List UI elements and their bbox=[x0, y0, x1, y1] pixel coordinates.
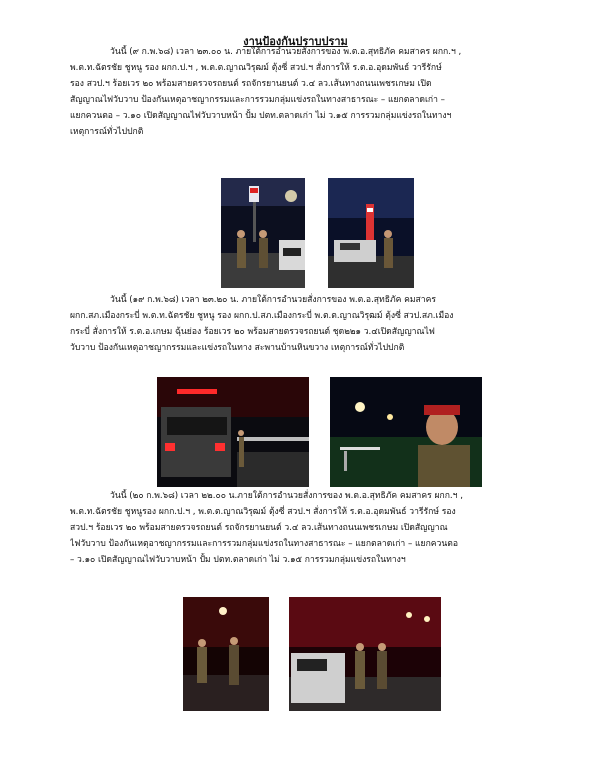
entry-line: ผกก.สภ.เมืองกระบี่ พ.ต.ท.ฉัตรชัย ชูหนู รอง ผกก.ป.สภ.เมืองกระบี่ พ.ต.ต.ญาณวิรุฒม์ ตุ้งซี่ สวป.สภ.เมือง bbox=[70, 311, 454, 321]
patrol-photo-checkpoint bbox=[289, 597, 441, 711]
entry-line: สัญญาณไฟวับวาบ ป้องกันเหตุอาชญากรรมและการรวมกลุ่มแข่งรถในทางสาธารณะ – แยกตลาดเก่า – bbox=[70, 95, 445, 105]
patrol-photo-selfie bbox=[330, 377, 482, 487]
report-entry-2 bbox=[70, 292, 548, 356]
page-title: งานป้องกันปราบปราม bbox=[243, 35, 348, 48]
patrol-photo-bridge-vehicle bbox=[157, 377, 309, 487]
patrol-photo-roadside bbox=[328, 178, 414, 288]
patrol-photo-gas-station bbox=[221, 178, 305, 288]
entry-line: – ว.๑๐ เปิดสัญญาณไฟวับวาบหน้า ปั้ม ปตท.ตลาดเก่า ไม่ ว.๑๕ การรวมกลุ่มแข่งรถในทางฯ bbox=[70, 555, 406, 565]
entry-line: สวป.ฯ ร้อยเวร ๒๐ พร้อมสายตรวจรถยนต์ รถจักรยานยนต์ ว.๔ ลว.เส้นทางถนนเพชรเกษม เปิดสัญญาณ bbox=[70, 523, 448, 533]
report-entry-3 bbox=[70, 488, 548, 568]
entry-line: แยกควนตอ – ว.๑๐ เปิดสัญญาณไฟวับวาบหน้า ปั้ม ปตท.ตลาดเก่า ไม่ ว.๑๕ การรวมกลุ่มแข่งรถในทางฯ bbox=[70, 111, 452, 121]
entry-line: พ.ต.ท.ฉัตรชัย ชูหนูรอง ผกก.ป.ฯ , พ.ต.ต.ญาณวิรุฒม์ ตุ้งซี่ สวป.ฯ สั่งการให้ ร.ต.อ.อุดมพันธ์ วารีรักษ์ รอง bbox=[70, 507, 456, 517]
entry-line: ไฟวับวาบ ป้องกันเหตุอาชญากรรมและการรวมกลุ่มแข่งรถในทางสาธารณะ – แยกตลาดเก่า – แยกควนตอ bbox=[70, 539, 458, 549]
report-entry-1 bbox=[70, 44, 548, 140]
entry-line: กระบี่ สั่งการให้ ร.ต.อ.เกษม ฉุ้นย่อง ร้อยเวร ๒๐ พร้อมสายตรวจรถยนต์ ชุด๒๒๑ ว.๔เปิดสัญญาณไฟ bbox=[70, 327, 435, 337]
entry-line: เหตุการณ์ทั่วไปปกติ bbox=[70, 127, 144, 137]
entry-line: วับวาบ ป้องกันเหตุอาชญากรรมและแข่งรถในทาง สะพานบ้านหินขวาง เหตุการณ์ทั่วไปปกติ bbox=[70, 343, 405, 353]
patrol-photo-road-officers bbox=[183, 597, 269, 711]
entry-line: วันนี้ (๙ ก.พ.๖๘) เวลา ๒๓.๐๐ น. ภายใต้การอำนวยสั่งการของ พ.ต.อ.สุทธิภัค คมสาคร ผกก.ฯ , bbox=[110, 47, 462, 57]
entry-line: รอง สวป.ฯ ร้อยเวร ๒๐ พร้อมสายตรวจรถยนต์ รถจักรยานยนต์ ว.๔ ลว.เส้นทางถนนเพชรเกษม เปิด bbox=[70, 79, 432, 89]
entry-line: วันนี้ (๒๐ ก.พ.๖๘) เวลา ๒๒.๐๐ น.ภายใต้การอำนวยสั่งการของ พ.ต.อ.สุทธิภัค คมสาคร ผกก.ฯ , bbox=[110, 491, 463, 501]
entry-line: วันนี้ (๑๙ ก.พ.๖๘) เวลา ๒๓.๒๐ น. ภายใต้การอำนวยสั่งการของ พ.ต.อ.สุทธิภัค คมสาคร bbox=[110, 295, 436, 305]
entry-line: พ.ต.ท.ฉัตรชัย ชูหนู รอง ผกก.ป.ฯ , พ.ต.ต.ญาณวิรุฒม์ ตุ้งซี่ สวป.ฯ สั่งการให้ ร.ต.อ.อุดมพันธ์ วารีรักษ์ bbox=[70, 63, 442, 73]
